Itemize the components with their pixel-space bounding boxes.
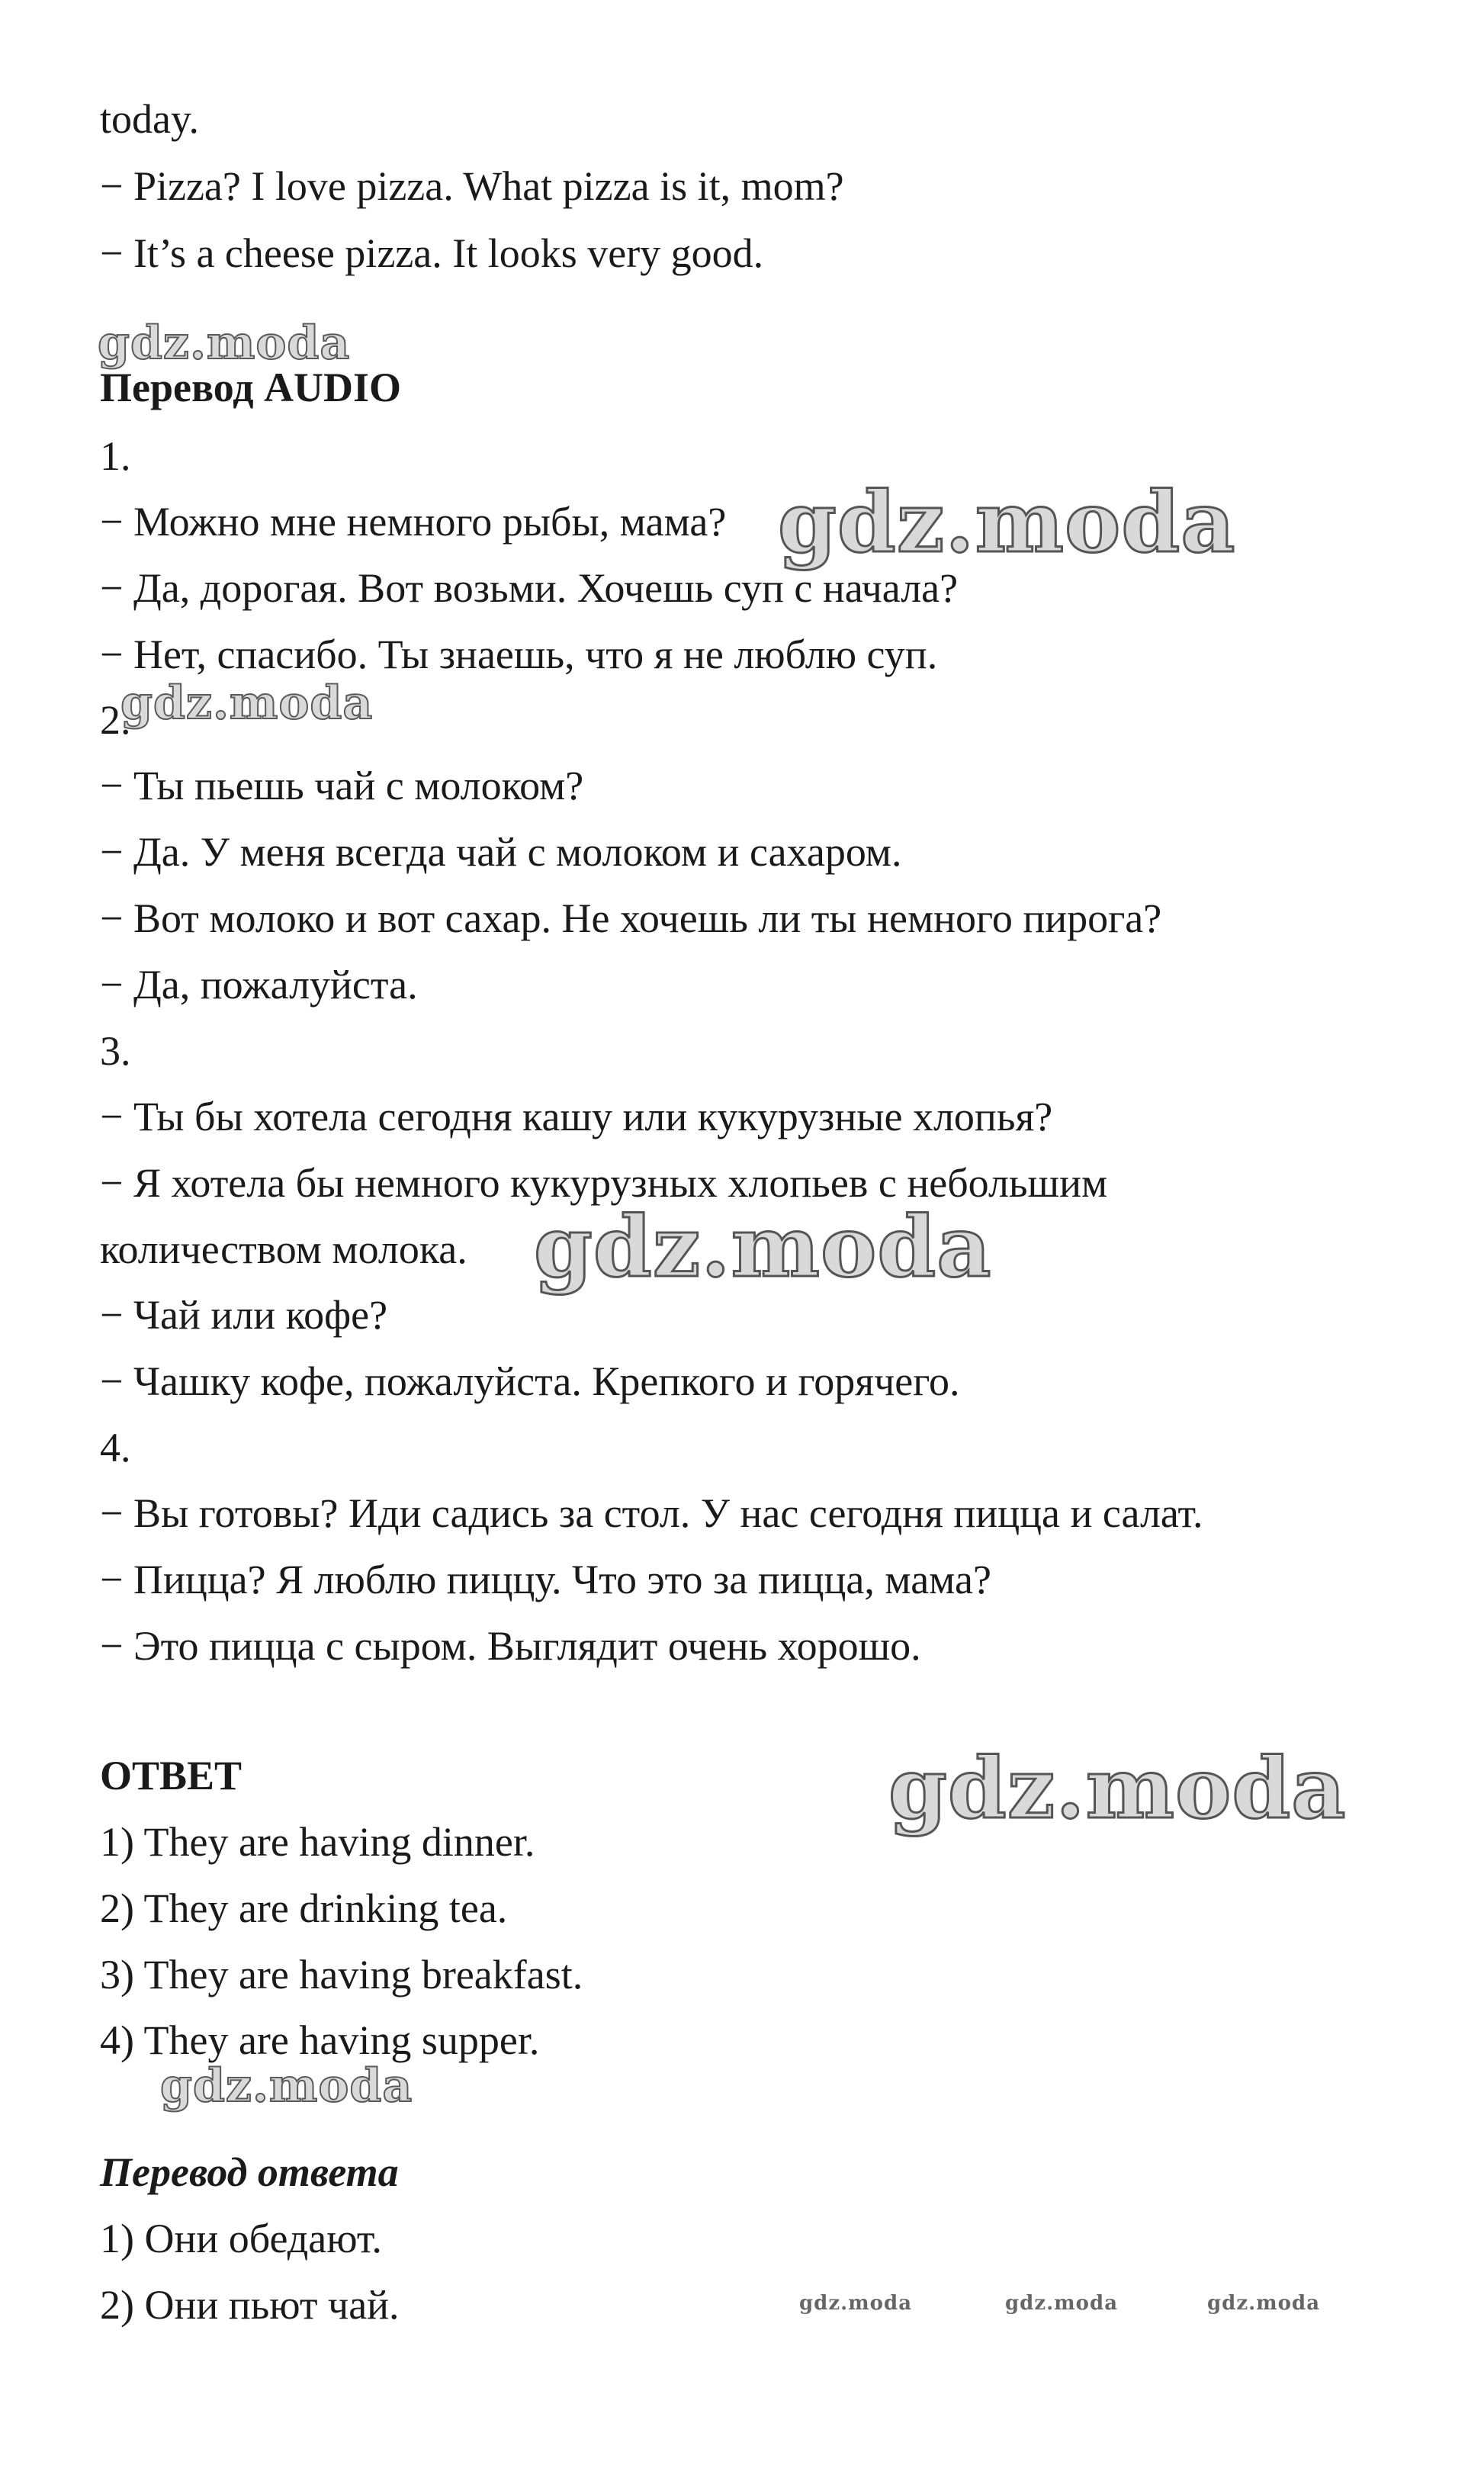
text-line: − Я хотела бы немного кукурузных хлопьев с небольшим	[100, 1160, 1108, 1206]
watermark-logo: gdz.moda	[120, 677, 374, 730]
text-line: количеством молока.	[100, 1226, 467, 1272]
text-line: − Чай или кофе?	[100, 1292, 388, 1338]
text-line: − Pizza? I love pizza. What pizza is it, mom?	[100, 163, 844, 209]
text-line: − It’s a cheese pizza. It looks very good.	[100, 230, 764, 276]
section-heading-audio-translation: Перевод AUDIO	[100, 365, 402, 410]
text-line: − Можно мне немного рыбы, мама?	[100, 499, 727, 545]
text-line: − Ты пьешь чай с молоком?	[100, 763, 584, 808]
text-line: − Ты бы хотела сегодня кашу или кукурузные хлопья?	[100, 1094, 1053, 1139]
text-line: − Нет, спасибо. Ты знаешь, что я не люблю суп.	[100, 632, 938, 677]
text-line: − Да. У меня всегда чай с молоком и сахаром.	[100, 829, 902, 875]
answer-translation-line: 2) Они пьют чай.	[100, 2282, 400, 2328]
watermark-logo: gdz.moda	[799, 2292, 913, 2315]
answer-line: 1) They are having dinner.	[100, 1819, 535, 1865]
text-line: − Это пицца с сыром. Выглядит очень хорошо.	[100, 1623, 921, 1669]
answer-line: 4) They are having supper.	[100, 2017, 540, 2063]
section-heading-answer-translation: Перевод ответа	[100, 2149, 399, 2195]
watermark-logo: gdz.moda	[1207, 2292, 1321, 2315]
text-line: today.	[100, 96, 199, 142]
dialogue-number: 4.	[100, 1425, 131, 1470]
watermark-logo: gdz.moda	[1005, 2292, 1119, 2315]
dialogue-number: 3.	[100, 1028, 131, 1074]
watermark-logo: gdz.moda	[778, 473, 1236, 571]
watermark-logo: gdz.moda	[888, 1739, 1347, 1837]
answer-line: 2) They are drinking tea.	[100, 1885, 508, 1931]
watermark-logo: gdz.moda	[98, 317, 351, 370]
text-line: − Да, дорогая. Вот возьми. Хочешь суп с начала?	[100, 565, 959, 611]
watermark-logo: gdz.moda	[534, 1197, 992, 1296]
text-line: − Пицца? Я люблю пиццу. Что это за пицца, мама?	[100, 1557, 991, 1602]
text-line: − Вы готовы? Иди садись за стол. У нас сегодня пицца и салат.	[100, 1490, 1203, 1536]
answer-line: 3) They are having breakfast.	[100, 1952, 583, 1998]
section-heading-answer: ОТВЕТ	[100, 1753, 243, 1798]
text-line: − Вот молоко и вот сахар. Не хочешь ли ты немного пирога?	[100, 895, 1162, 941]
text-line: − Да, пожалуйста.	[100, 962, 418, 1008]
text-line: − Чашку кофе, пожалуйста. Крепкого и горячего.	[100, 1358, 960, 1404]
dialogue-number: 2.	[100, 697, 131, 743]
dialogue-number: 1.	[100, 433, 131, 479]
watermark-logo: gdz.moda	[160, 2059, 413, 2113]
answer-translation-line: 1) Они обедают.	[100, 2216, 382, 2261]
